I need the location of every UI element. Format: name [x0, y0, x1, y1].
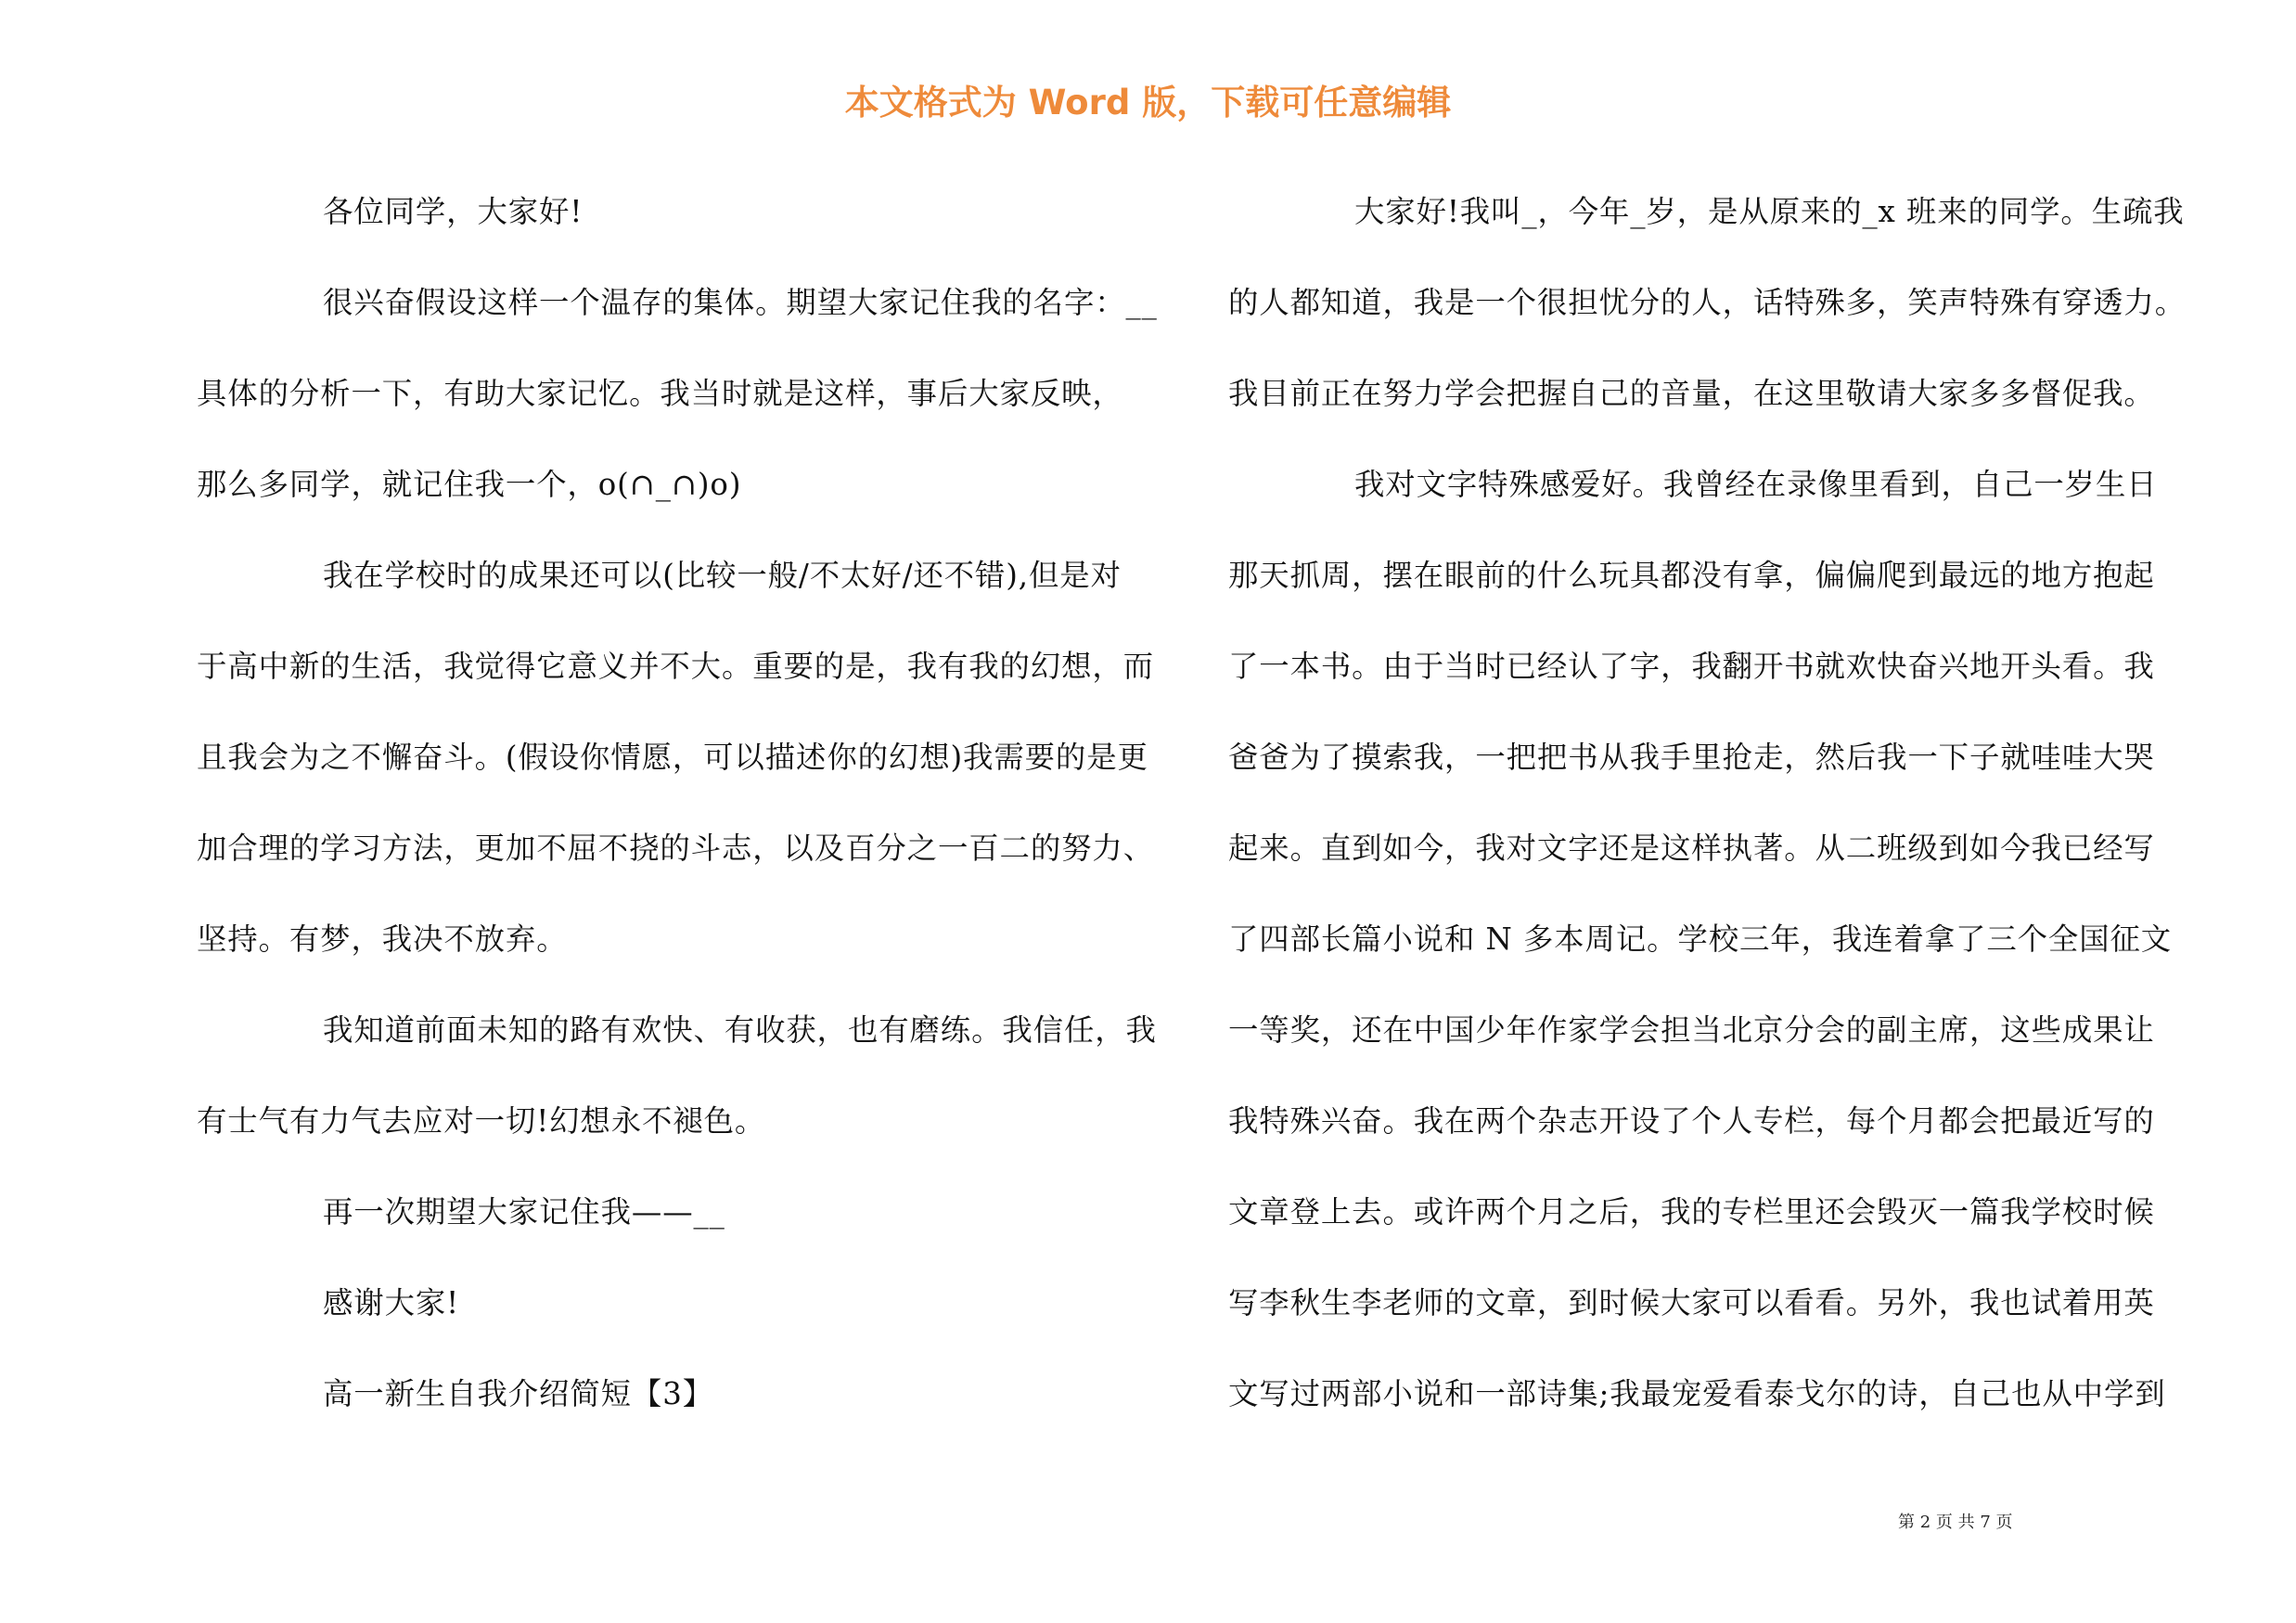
paragraph-line: 加合理的学习方法，更加不屈不挠的斗志，以及百分之一百二的努力、: [197, 831, 1155, 866]
paragraph-line: 文章登上去。或许两个月之后，我的专栏里还会毁灭一篇我学校时候: [1228, 1194, 2155, 1230]
section-heading: 高一新生自我介绍简短【3】: [323, 1376, 713, 1411]
paragraph-line: 那么多同学，就记住我一个，o(∩_∩)o): [197, 467, 742, 502]
paragraph-line: 起来。直到如今，我对文字还是这样执著。从二班级到如今我已经写: [1228, 831, 2155, 866]
paragraph-line: 文写过两部小说和一部诗集;我最宠爱看泰戈尔的诗，自己也从中学到: [1228, 1376, 2166, 1411]
paragraph-line: 我对文字特殊感爱好。我曾经在录像里看到，自己一岁生日: [1354, 467, 2158, 502]
paragraph-line: 的人都知道，我是一个很担忧分的人，话特殊多，笑声特殊有穿透力。: [1228, 285, 2187, 320]
paragraph-line: 那天抓周，摆在眼前的什么玩具都没有拿，偏偏爬到最远的地方抱起: [1228, 558, 2155, 593]
paragraph-line: 写李秋生李老师的文章，到时候大家可以看看。另外，我也试着用英: [1228, 1285, 2155, 1320]
paragraph-line: 了一本书。由于当时已经认了字，我翻开书就欢快奋兴地开头看。我: [1228, 649, 2155, 684]
paragraph-line: 了四部长篇小说和 N 多本周记。学校三年，我连着拿了三个全国征文: [1228, 921, 2173, 957]
paragraph-line: 爸爸为了摸索我，一把把书从我手里抢走，然后我一下子就哇哇大哭: [1228, 740, 2155, 775]
paragraph-line: 各位同学，大家好!: [323, 194, 584, 229]
page-number: 第 2 页 共 7 页: [1898, 1513, 2013, 1532]
paragraph-line: 一等奖，还在中国少年作家学会担当北京分会的副主席，这些成果让: [1228, 1012, 2155, 1048]
paragraph-line: 坚持。有梦，我决不放弃。: [197, 921, 568, 957]
paragraph-line: 再一次期望大家记住我——__: [323, 1194, 725, 1230]
paragraph-line: 我特殊兴奋。我在两个杂志开设了个人专栏，每个月都会把最近写的: [1228, 1103, 2155, 1139]
paragraph-line: 我目前正在努力学会把握自己的音量，在这里敬请大家多多督促我。: [1228, 376, 2155, 411]
paragraph-line: 且我会为之不懈奋斗。(假设你情愿，可以描述你的幻想)我需要的是更: [197, 740, 1148, 775]
paragraph-line: 我在学校时的成果还可以(比较一般/不太好/还不错),但是对: [323, 558, 1122, 593]
paragraph-line: 具体的分析一下，有助大家记忆。我当时就是这样，事后大家反映，: [197, 376, 1123, 411]
paragraph-line: 我知道前面未知的路有欢快、有收获，也有磨练。我信任，我: [323, 1012, 1157, 1048]
paragraph-line: 感谢大家!: [323, 1285, 460, 1320]
download-notice: 本文格式为 Word 版，下载可任意编辑: [844, 83, 1452, 122]
paragraph-line: 有士气有力气去应对一切!幻想永不褪色。: [197, 1103, 766, 1139]
paragraph-line: 大家好!我叫_，今年_岁，是从原来的_x 班来的同学。生疏我: [1354, 194, 2185, 229]
paragraph-line: 于高中新的生活，我觉得它意义并不大。重要的是，我有我的幻想，而: [197, 649, 1155, 684]
paragraph-line: 很兴奋假设这样一个温存的集体。期望大家记住我的名字：__: [323, 285, 1158, 320]
